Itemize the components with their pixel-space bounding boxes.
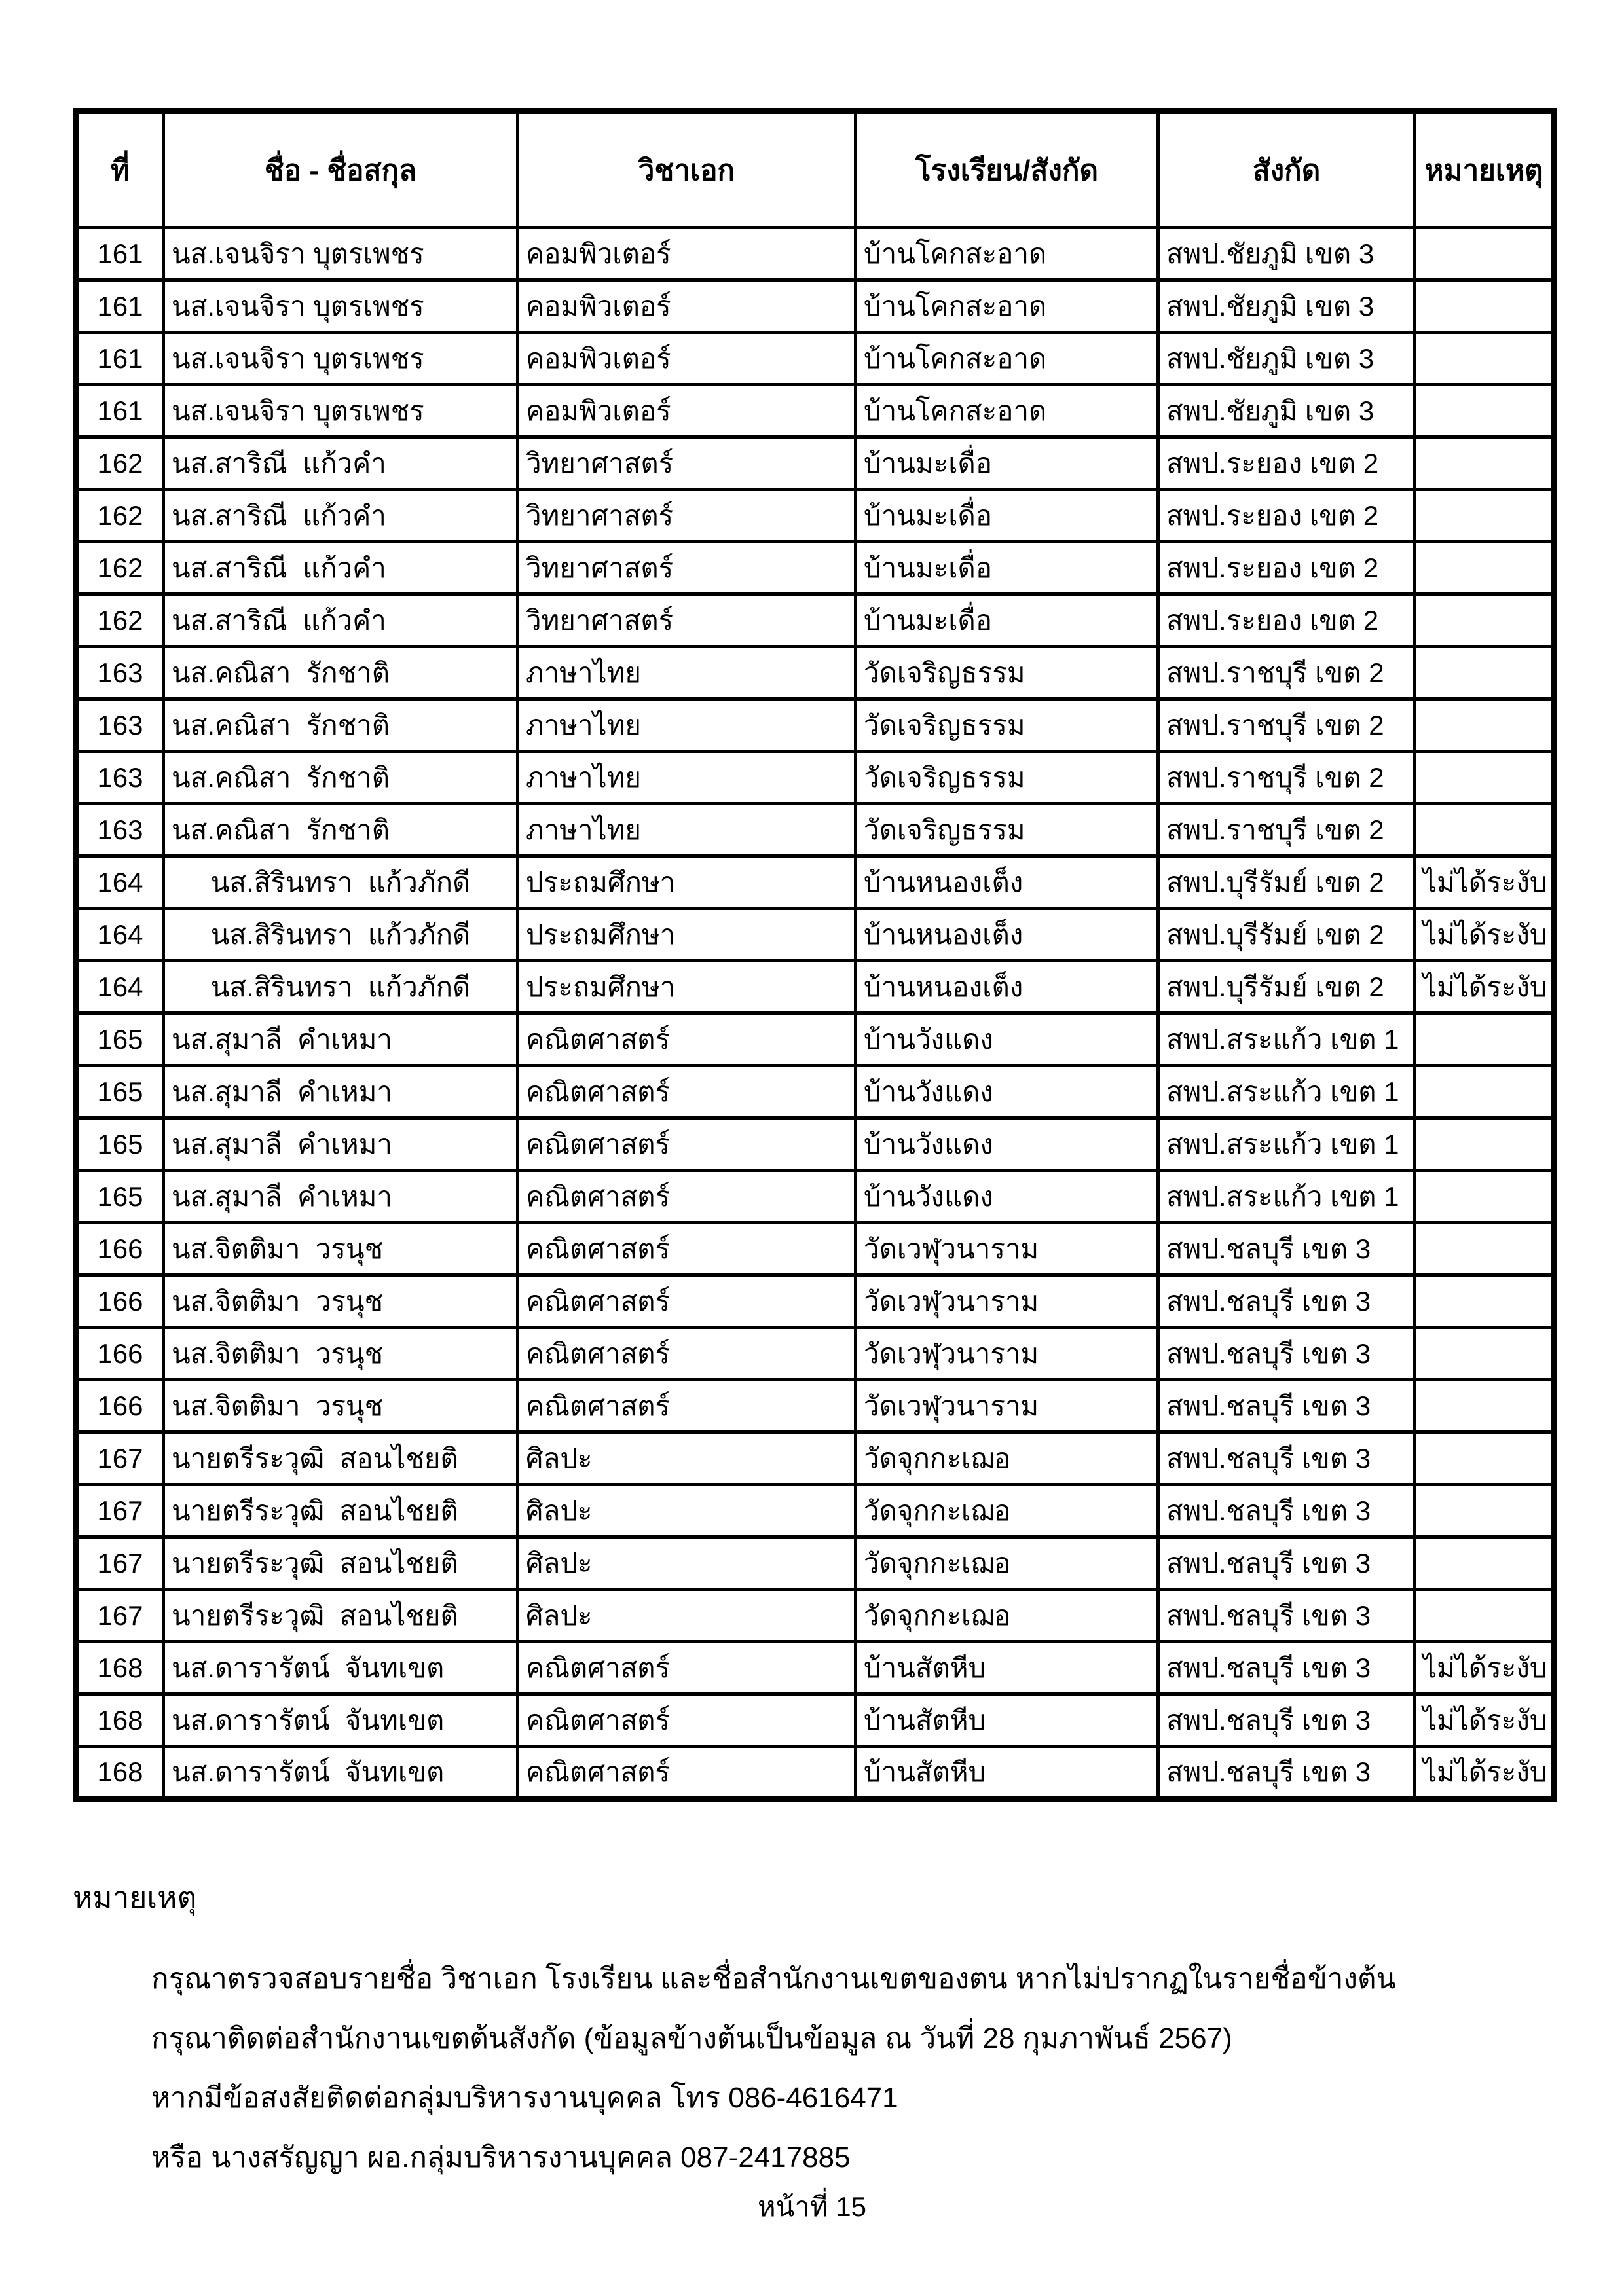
cell-remark — [1415, 1485, 1555, 1537]
cell-remark — [1415, 1328, 1555, 1380]
cell-school: บ้านหนองเต็ง — [856, 961, 1158, 1013]
cell-name: นายตรีระวุฒิ สอนไชยติ — [164, 1432, 518, 1485]
table-row — [76, 1380, 1555, 1432]
cell-remark — [1415, 490, 1555, 542]
cell-major: คณิตศาสตร์ — [518, 1118, 856, 1171]
cell-name: นส.สุมาลี คำเหมา — [164, 1066, 518, 1118]
table-row — [76, 1223, 1555, 1275]
cell-name: นายตรีระวุฒิ สอนไชยติ — [164, 1485, 518, 1537]
cell-name: นส.จิตติมา วรนุช — [164, 1380, 518, 1432]
cell-remark — [1415, 1590, 1555, 1642]
note-line-4: หรือ นางสรัญญา ผอ.กลุ่มบริหารงานบุคคล 087-2417885 — [151, 2141, 851, 2174]
cell-major: ภาษาไทย — [518, 752, 856, 804]
cell-no: 167 — [76, 1432, 164, 1485]
table-row — [76, 228, 1555, 280]
cell-no: 167 — [76, 1537, 164, 1590]
cell-district: สพป.ชลบุรี เขต 3 — [1158, 1432, 1415, 1485]
cell-district: สพป.สระแก้ว เขต 1 — [1158, 1118, 1415, 1171]
cell-remark — [1415, 1171, 1555, 1223]
cell-school: วัดเจริญธรรม — [856, 804, 1158, 856]
cell-district: สพป.สระแก้ว เขต 1 — [1158, 1013, 1415, 1066]
cell-district: สพป.ระยอง เขต 2 — [1158, 542, 1415, 594]
cell-remark — [1415, 1432, 1555, 1485]
cell-major: ภาษาไทย — [518, 647, 856, 699]
cell-remark — [1415, 280, 1555, 333]
cell-major: คณิตศาสตร์ — [518, 1380, 856, 1432]
cell-district: สพป.ราชบุรี เขต 2 — [1158, 804, 1415, 856]
cell-name: นายตรีระวุฒิ สอนไชยติ — [164, 1590, 518, 1642]
cell-remark — [1415, 1118, 1555, 1171]
cell-remark — [1415, 437, 1555, 490]
cell-district: สพป.สระแก้ว เขต 1 — [1158, 1171, 1415, 1223]
cell-school: วัดเวฬุวนาราม — [856, 1223, 1158, 1275]
col-header-remark: หมายเหตุ — [1415, 111, 1555, 228]
cell-name: นส.คณิสา รักชาติ — [164, 647, 518, 699]
table-row — [76, 909, 1555, 961]
cell-no: 164 — [76, 909, 164, 961]
cell-name: นส.เจนจิรา บุตรเพชร — [164, 228, 518, 280]
cell-district: สพป.ระยอง เขต 2 — [1158, 437, 1415, 490]
cell-remark — [1415, 1066, 1555, 1118]
cell-name: นส.คณิสา รักชาติ — [164, 752, 518, 804]
table-row — [76, 333, 1555, 385]
cell-district: สพป.ชัยภูมิ เขต 3 — [1158, 228, 1415, 280]
cell-no: 164 — [76, 961, 164, 1013]
cell-name: นส.สิรินทรา แก้วภักดี — [164, 961, 518, 1013]
cell-name: นายตรีระวุฒิ สอนไชยติ — [164, 1537, 518, 1590]
cell-district: สพป.ชลบุรี เขต 3 — [1158, 1328, 1415, 1380]
cell-district: สพป.สระแก้ว เขต 1 — [1158, 1066, 1415, 1118]
cell-name: นส.จิตติมา วรนุช — [164, 1275, 518, 1328]
cell-remark — [1415, 804, 1555, 856]
cell-name: นส.สุมาลี คำเหมา — [164, 1171, 518, 1223]
notes-section — [73, 1874, 1551, 2187]
cell-district: สพป.ชลบุรี เขต 3 — [1158, 1747, 1415, 1799]
cell-name: นส.เจนจิรา บุตรเพชร — [164, 385, 518, 437]
cell-major: วิทยาศาสตร์ — [518, 542, 856, 594]
cell-remark: ไม่ได้ระงับ — [1415, 961, 1555, 1013]
cell-no: 162 — [76, 437, 164, 490]
cell-no: 162 — [76, 490, 164, 542]
table-row — [76, 1694, 1555, 1747]
table-row — [76, 961, 1555, 1013]
cell-no: 165 — [76, 1171, 164, 1223]
cell-school: บ้านวังแดง — [856, 1013, 1158, 1066]
cell-remark — [1415, 647, 1555, 699]
cell-major: ศิลปะ — [518, 1432, 856, 1485]
cell-school: วัดเจริญธรรม — [856, 647, 1158, 699]
cell-school: วัดเจริญธรรม — [856, 699, 1158, 752]
cell-school: วัดจุกกะเฌอ — [856, 1485, 1158, 1537]
cell-no: 163 — [76, 699, 164, 752]
cell-major: ศิลปะ — [518, 1537, 856, 1590]
cell-name: นส.จิตติมา วรนุช — [164, 1223, 518, 1275]
cell-remark — [1415, 1013, 1555, 1066]
cell-no: 161 — [76, 280, 164, 333]
cell-school: บ้านวังแดง — [856, 1066, 1158, 1118]
table-row — [76, 1432, 1555, 1485]
cell-school: วัดเวฬุวนาราม — [856, 1380, 1158, 1432]
cell-school: วัดเวฬุวนาราม — [856, 1275, 1158, 1328]
cell-major: คอมพิวเตอร์ — [518, 280, 856, 333]
cell-no: 165 — [76, 1118, 164, 1171]
note-line-1: กรุณาตรวจสอบรายชื่อ วิชาเอก โรงเรียน และชื่อสำนักงานเขตของตน หากไม่ปรากฏในรายชื่อข้างต้น — [151, 1963, 1396, 1995]
cell-school: บ้านสัตหีบ — [856, 1642, 1158, 1694]
note-line-2: กรุณาติดต่อสำนักงานเขตต้นสังกัด (ข้อมูลข้างต้นเป็นข้อมูล ณ วันที่ 28 กุมภาพันธ์ 2567) — [151, 2022, 1232, 2054]
col-header-name: ชื่อ - ชื่อสกุล — [164, 111, 518, 228]
cell-no: 161 — [76, 385, 164, 437]
table-row — [76, 542, 1555, 594]
cell-district: สพป.ระยอง เขต 2 — [1158, 490, 1415, 542]
cell-major: ศิลปะ — [518, 1485, 856, 1537]
cell-major: คณิตศาสตร์ — [518, 1747, 856, 1799]
table-row — [76, 594, 1555, 647]
table-body — [76, 228, 1555, 1799]
table-row — [76, 490, 1555, 542]
cell-school: บ้านหนองเต็ง — [856, 909, 1158, 961]
notes-title: หมายเหตุ — [73, 1880, 197, 1914]
table-row — [76, 1013, 1555, 1066]
cell-major: คณิตศาสตร์ — [518, 1694, 856, 1747]
cell-major: ภาษาไทย — [518, 699, 856, 752]
col-header-district: สังกัด — [1158, 111, 1415, 228]
cell-district: สพป.บุรีรัมย์ เขต 2 — [1158, 909, 1415, 961]
cell-school: บ้านโคกสะอาด — [856, 385, 1158, 437]
cell-school: บ้านโคกสะอาด — [856, 280, 1158, 333]
table-row — [76, 1275, 1555, 1328]
cell-major: คณิตศาสตร์ — [518, 1275, 856, 1328]
cell-name: นส.สุมาลี คำเหมา — [164, 1013, 518, 1066]
table-header — [76, 111, 1555, 228]
cell-major: คอมพิวเตอร์ — [518, 333, 856, 385]
cell-major: วิทยาศาสตร์ — [518, 594, 856, 647]
cell-no: 168 — [76, 1694, 164, 1747]
table-row — [76, 1171, 1555, 1223]
cell-name: นส.เจนจิรา บุตรเพชร — [164, 333, 518, 385]
cell-remark — [1415, 385, 1555, 437]
cell-name: นส.เจนจิรา บุตรเพชร — [164, 280, 518, 333]
cell-major: ประถมศึกษา — [518, 909, 856, 961]
col-header-school: โรงเรียน/สังกัด — [856, 111, 1158, 228]
cell-remark: ไม่ได้ระงับ — [1415, 1747, 1555, 1799]
cell-district: สพป.ชัยภูมิ เขต 3 — [1158, 280, 1415, 333]
table-row — [76, 1590, 1555, 1642]
table-row — [76, 1328, 1555, 1380]
cell-district: สพป.ชลบุรี เขต 3 — [1158, 1380, 1415, 1432]
table-row — [76, 752, 1555, 804]
cell-school: วัดจุกกะเฌอ — [856, 1432, 1158, 1485]
cell-school: วัดจุกกะเฌอ — [856, 1537, 1158, 1590]
cell-no: 165 — [76, 1013, 164, 1066]
cell-district: สพป.ชลบุรี เขต 3 — [1158, 1642, 1415, 1694]
cell-district: สพป.ชลบุรี เขต 3 — [1158, 1694, 1415, 1747]
cell-remark — [1415, 333, 1555, 385]
cell-district: สพป.ระยอง เขต 2 — [1158, 594, 1415, 647]
cell-no: 162 — [76, 594, 164, 647]
cell-major: คอมพิวเตอร์ — [518, 228, 856, 280]
cell-major: ศิลปะ — [518, 1590, 856, 1642]
cell-school: วัดเจริญธรรม — [856, 752, 1158, 804]
cell-district: สพป.บุรีรัมย์ เขต 2 — [1158, 961, 1415, 1013]
cell-remark: ไม่ได้ระงับ — [1415, 856, 1555, 909]
cell-no: 167 — [76, 1590, 164, 1642]
cell-school: บ้านมะเดื่อ — [856, 437, 1158, 490]
table-row — [76, 1747, 1555, 1799]
table-row — [76, 437, 1555, 490]
cell-district: สพป.ราชบุรี เขต 2 — [1158, 752, 1415, 804]
table-row — [76, 385, 1555, 437]
cell-major: วิทยาศาสตร์ — [518, 437, 856, 490]
cell-no: 166 — [76, 1328, 164, 1380]
cell-no: 166 — [76, 1223, 164, 1275]
cell-remark — [1415, 542, 1555, 594]
cell-no: 161 — [76, 228, 164, 280]
cell-name: นส.สาริณี แก้วคำ — [164, 490, 518, 542]
cell-name: นส.จิตติมา วรนุช — [164, 1328, 518, 1380]
table-row — [76, 804, 1555, 856]
cell-remark — [1415, 752, 1555, 804]
cell-major: ภาษาไทย — [518, 804, 856, 856]
cell-district: สพป.ชลบุรี เขต 3 — [1158, 1590, 1415, 1642]
cell-major: ประถมศึกษา — [518, 856, 856, 909]
cell-name: นส.สุมาลี คำเหมา — [164, 1118, 518, 1171]
cell-name: นส.คณิสา รักชาติ — [164, 804, 518, 856]
cell-remark: ไม่ได้ระงับ — [1415, 1642, 1555, 1694]
cell-school: บ้านโคกสะอาด — [856, 228, 1158, 280]
cell-remark — [1415, 594, 1555, 647]
cell-major: คณิตศาสตร์ — [518, 1642, 856, 1694]
cell-school: บ้านโคกสะอาด — [856, 333, 1158, 385]
cell-district: สพป.ชัยภูมิ เขต 3 — [1158, 333, 1415, 385]
cell-remark: ไม่ได้ระงับ — [1415, 909, 1555, 961]
cell-school: วัดจุกกะเฌอ — [856, 1590, 1158, 1642]
cell-name: นส.ดารารัตน์ จันทเขต — [164, 1642, 518, 1694]
col-header-major: วิชาเอก — [518, 111, 856, 228]
cell-name: นส.สาริณี แก้วคำ — [164, 542, 518, 594]
cell-name: นส.สิรินทรา แก้วภักดี — [164, 909, 518, 961]
table-row — [76, 1118, 1555, 1171]
cell-no: 168 — [76, 1642, 164, 1694]
cell-major: คณิตศาสตร์ — [518, 1328, 856, 1380]
cell-major: วิทยาศาสตร์ — [518, 490, 856, 542]
cell-school: วัดเวฬุวนาราม — [856, 1328, 1158, 1380]
cell-district: สพป.ชลบุรี เขต 3 — [1158, 1275, 1415, 1328]
table-row — [76, 856, 1555, 909]
page-number: หน้าที่ 15 — [757, 2191, 867, 2222]
cell-district: สพป.ราชบุรี เขต 2 — [1158, 647, 1415, 699]
cell-major: คณิตศาสตร์ — [518, 1066, 856, 1118]
cell-no: 163 — [76, 804, 164, 856]
cell-remark — [1415, 228, 1555, 280]
cell-no: 168 — [76, 1747, 164, 1799]
cell-no: 163 — [76, 752, 164, 804]
cell-major: คณิตศาสตร์ — [518, 1223, 856, 1275]
cell-name: นส.สาริณี แก้วคำ — [164, 594, 518, 647]
note-line-3: หากมีข้อสงสัยติดต่อกลุ่มบริหารงานบุคคล โทร 086-4616471 — [151, 2082, 898, 2114]
cell-school: บ้านมะเดื่อ — [856, 542, 1158, 594]
cell-district: สพป.ราชบุรี เขต 2 — [1158, 699, 1415, 752]
cell-name: นส.สาริณี แก้วคำ — [164, 437, 518, 490]
col-header-no: ที่ — [76, 111, 164, 228]
cell-school: บ้านสัตหีบ — [856, 1747, 1158, 1799]
table-header-row — [76, 111, 1555, 228]
cell-school: บ้านวังแดง — [856, 1118, 1158, 1171]
cell-school: บ้านมะเดื่อ — [856, 490, 1158, 542]
cell-district: สพป.ชลบุรี เขต 3 — [1158, 1223, 1415, 1275]
cell-no: 163 — [76, 647, 164, 699]
cell-no: 164 — [76, 856, 164, 909]
table-row — [76, 1537, 1555, 1590]
cell-district: สพป.ชลบุรี เขต 3 — [1158, 1537, 1415, 1590]
cell-major: คอมพิวเตอร์ — [518, 385, 856, 437]
cell-name: นส.คณิสา รักชาติ — [164, 699, 518, 752]
cell-name: นส.สิรินทรา แก้วภักดี — [164, 856, 518, 909]
table-row — [76, 699, 1555, 752]
cell-no: 166 — [76, 1380, 164, 1432]
cell-remark — [1415, 1537, 1555, 1590]
table-row — [76, 1066, 1555, 1118]
cell-school: บ้านมะเดื่อ — [856, 594, 1158, 647]
cell-remark — [1415, 699, 1555, 752]
cell-school: บ้านหนองเต็ง — [856, 856, 1158, 909]
table-row — [76, 280, 1555, 333]
table-row — [76, 1642, 1555, 1694]
cell-school: บ้านวังแดง — [856, 1171, 1158, 1223]
cell-remark: ไม่ได้ระงับ — [1415, 1694, 1555, 1747]
cell-no: 161 — [76, 333, 164, 385]
cell-remark — [1415, 1380, 1555, 1432]
cell-no: 167 — [76, 1485, 164, 1537]
cell-no: 165 — [76, 1066, 164, 1118]
cell-name: นส.ดารารัตน์ จันทเขต — [164, 1694, 518, 1747]
cell-major: ประถมศึกษา — [518, 961, 856, 1013]
table-row — [76, 1485, 1555, 1537]
teacher-roster-table — [73, 108, 1557, 1802]
cell-remark — [1415, 1275, 1555, 1328]
cell-name: นส.ดารารัตน์ จันทเขต — [164, 1747, 518, 1799]
cell-no: 162 — [76, 542, 164, 594]
cell-district: สพป.ชัยภูมิ เขต 3 — [1158, 385, 1415, 437]
table-row — [76, 647, 1555, 699]
teacher-roster-table-wrap — [73, 108, 1551, 1802]
cell-school: บ้านสัตหีบ — [856, 1694, 1158, 1747]
cell-major: คณิตศาสตร์ — [518, 1013, 856, 1066]
cell-no: 166 — [76, 1275, 164, 1328]
cell-district: สพป.บุรีรัมย์ เขต 2 — [1158, 856, 1415, 909]
cell-major: คณิตศาสตร์ — [518, 1171, 856, 1223]
cell-remark — [1415, 1223, 1555, 1275]
cell-district: สพป.ชลบุรี เขต 3 — [1158, 1485, 1415, 1537]
